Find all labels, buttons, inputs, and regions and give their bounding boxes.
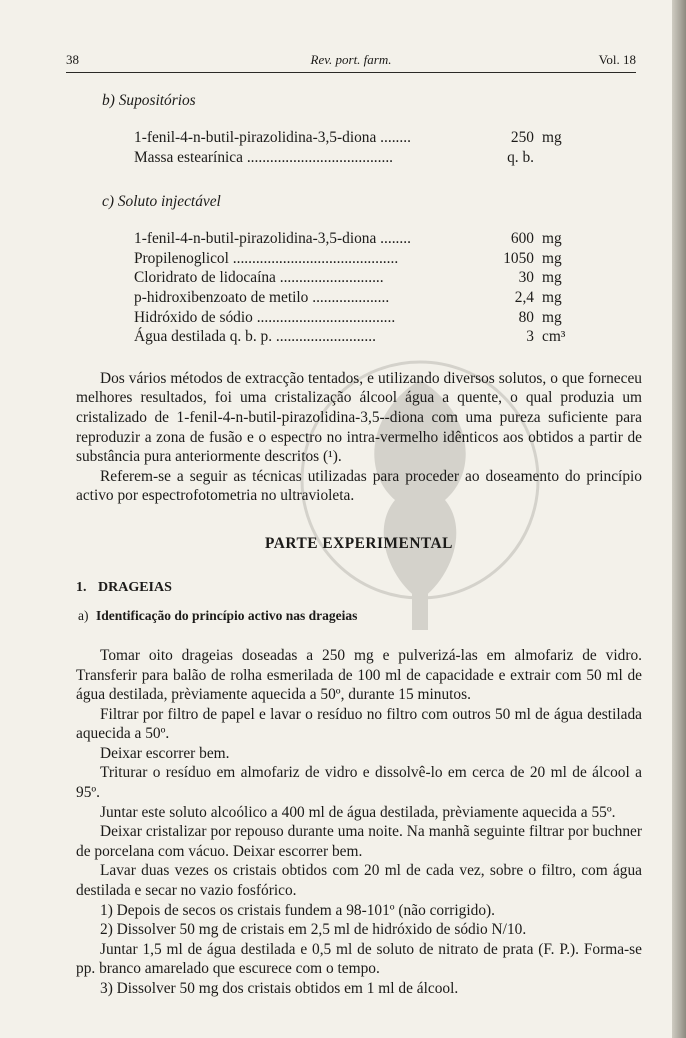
procedure-step: Deixar cristalizar por repouso durante uma noite. Na manhã seguinte filtrar por buchner de porcelana com vácuo. Deixar escorrer bem. [76,823,642,860]
journal-title: Rev. port. farm. [310,52,392,67]
test-step: 1) Depois de secos os cristais fundem a 98-101º (não corrigido). [100,901,495,919]
page-body [76,88,642,999]
intro-paragraph: Dos vários métodos de extracção tentados, e utilizando diversos solutos, o que forneceu melhores resultados, foi uma cristalização álcool água a quente, o qual produzia um cristalizado de 1-fenil-4-n-butil-pirazolidina-3,5--diona com uma pureza suficiente para reproduzir a zona de fusão e o espectro no intra-vermelho idênticos aos obtidos a partir de substância pura anteriormente descritos (¹). [76,369,642,466]
table-row: Propilenoglicol ........................................... 1050 mg [134,249,562,267]
intro-paragraph: Referem-se a seguir as técnicas utilizadas para proceder ao doseamento do princípio activo por espectrofotometria no ultravioleta. [76,467,642,505]
table-row: Água destilada q. b. p. .......................... 3 cm³ [134,328,566,346]
book-spine-shadow [672,0,686,1038]
page-number: 38 [66,52,79,67]
section-b-heading: b) Supositórios [102,92,196,109]
subsection-a-heading: a) Identificação do princípio activo nas drageias [78,607,358,623]
table-row: Hidróxido de sódio .................................... 80 mg [134,308,562,326]
running-head [66,52,636,72]
test-step: 2) Dissolver 50 mg de cristais em 2,5 ml de hidróxido de sódio N/10. [100,921,527,939]
table-row: Massa estearínica ...................................... q. b. [134,148,534,166]
procedure-step: Deixar escorrer bem. [100,744,230,762]
suppository-formula-table [134,128,582,167]
test-step: Juntar 1,5 ml de água destilada e 0,5 ml de soluto de nitrato de prata (F. P.). Forma-se pp. branco amarelado que escurece com o tempo. [76,940,642,978]
procedure-step: Triturar o resíduo em almofariz de vidro e dissolvê-lo em cerca de 20 ml de álcool a 95º. [76,764,642,802]
procedure-step: Filtrar por filtro de papel e lavar o resíduo no filtro com outros 50 ml de água destilada aquecida a 50º. [76,705,642,743]
procedure-step: Tomar oito drageias doseadas a 250 mg e pulverizá-las em almofariz de vidro. Transferir para balão de rolha esmerilada de 100 ml de capacidade e extrair com 50 ml de água destilada, prèviamente aquecida a 50º, durante 15 minutos. [76,646,642,704]
test-step: 3) Dissolver 50 mg dos cristais obtidos em 1 ml de álcool. [100,980,459,997]
header-rule [66,72,636,73]
procedure-step: Juntar este soluto alcoólico a 400 ml de água destilada, prèviamente aquecida a 55º. [100,803,616,821]
table-row: 1-fenil-4-n-butil-pirazolidina-3,5-diona ........ 600 mg [134,230,562,248]
table-row: Cloridrato de lidocaína ........................... 30 mg [134,269,562,287]
table-row: 1-fenil-4-n-butil-pirazolidina-3,5-diona ........ 250 mg [134,129,562,146]
volume-label: Vol. 18 [598,52,636,67]
procedure-step: Lavar duas vezes os cristais obtidos com 20 ml de cada vez, sobre o filtro, com água destilada e secar no vazio fosfórico. [76,862,642,900]
section-1-heading: 1. DRAGEIAS [76,579,172,595]
table-row: p-hidroxibenzoato de metilo .................... 2,4 mg [134,288,562,306]
injectable-formula-table [134,229,582,347]
section-c-heading: c) Soluto injectável [102,193,221,211]
part-title: PARTE EXPERIMENTAL [265,534,453,552]
